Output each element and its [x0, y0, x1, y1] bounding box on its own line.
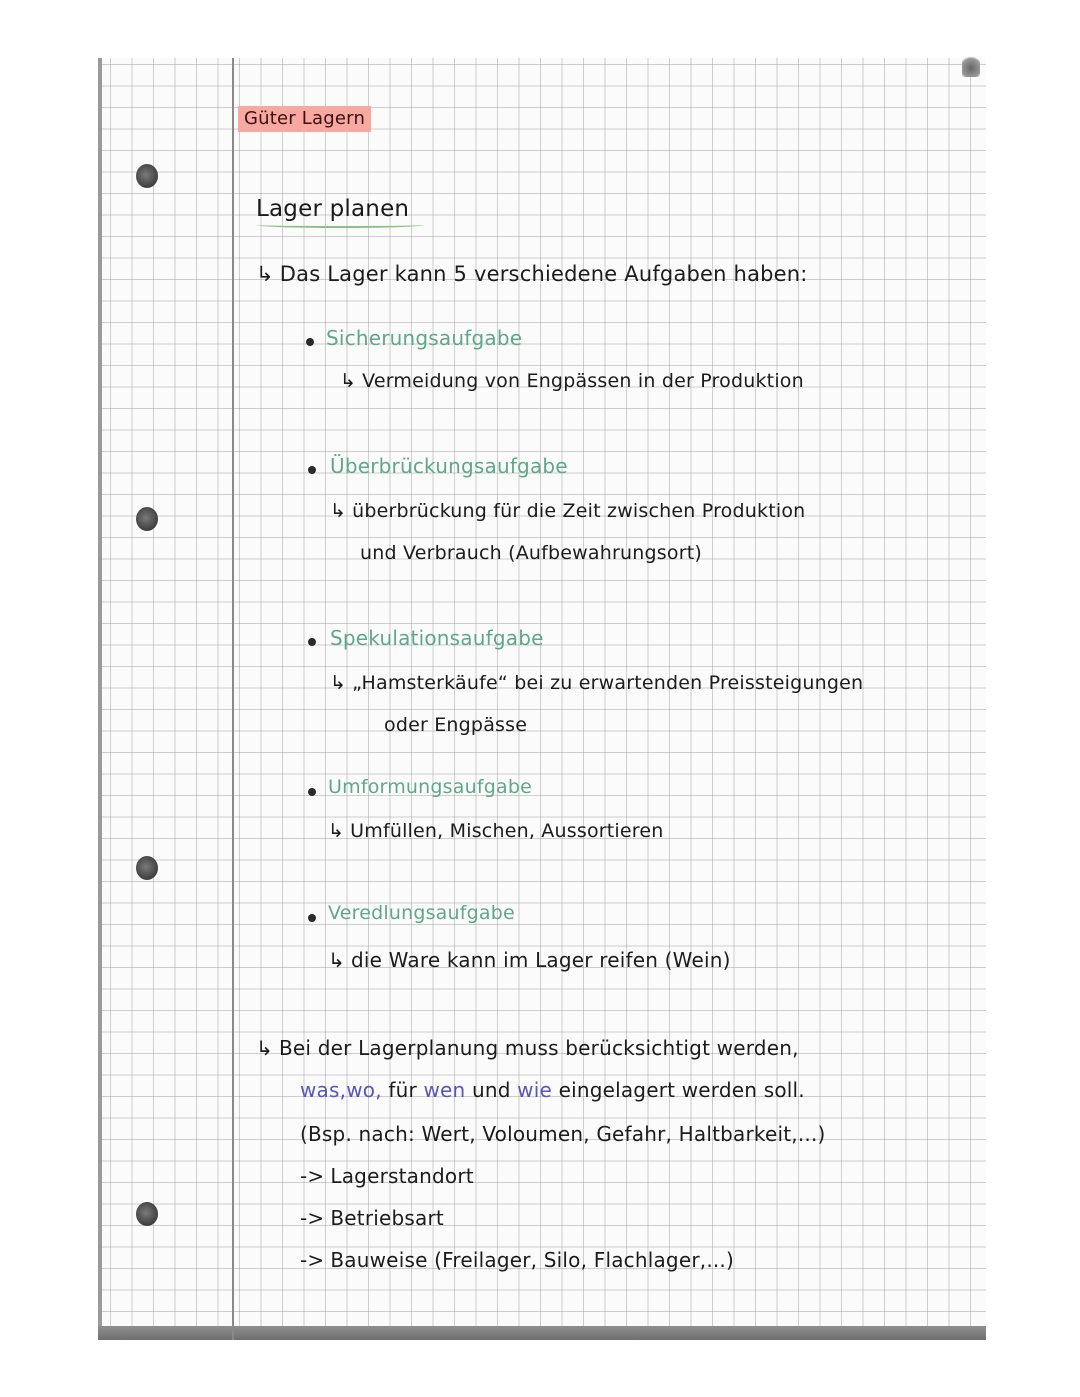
task-desc: ↳ überbrückung für die Zeit zwischen Produktion [330, 500, 806, 522]
planning-line-2: was,wo, für wen und wie eingelagert werden soll. [300, 1078, 805, 1102]
bullet-icon [308, 638, 316, 646]
planning-item: -> Betriebsart [300, 1206, 444, 1230]
punch-hole-icon [136, 1202, 158, 1226]
task-desc-continued: oder Engpässe [384, 714, 528, 736]
task-desc: ↳ Vermeidung von Engpässen in der Produktion [340, 370, 804, 392]
task-desc: ↳ „Hamsterkäufe“ bei zu erwartenden Preissteigungen [330, 672, 864, 694]
heading-underline [256, 222, 424, 228]
arrow-right-icon: -> [300, 1206, 325, 1230]
arrow-right-icon: -> [300, 1164, 325, 1188]
keyword-wie: wie [517, 1078, 552, 1102]
arrow-icon: ↳ [256, 262, 274, 286]
bullet-icon [308, 788, 316, 796]
task-title-ueberbrueckung: Überbrückungsaufgabe [330, 454, 568, 478]
corner-mark [962, 55, 980, 77]
keyword-was: was, [300, 1078, 347, 1102]
margin-line [232, 58, 234, 1340]
arrow-icon: ↳ [328, 948, 345, 972]
arrow-icon: ↳ [340, 370, 357, 392]
arrow-icon: ↳ [330, 672, 347, 694]
task-title-umformung: Umformungsaufgabe [328, 776, 532, 798]
page-title: Güter Lagern [244, 108, 366, 129]
intro-line [256, 262, 808, 286]
arrow-icon: ↳ [328, 820, 345, 842]
title-highlight [238, 106, 371, 132]
keyword-wen: wen [423, 1078, 466, 1102]
arrow-right-icon: -> [300, 1248, 325, 1272]
bullet-icon [308, 914, 316, 922]
task-desc-continued: und Verbrauch (Aufbewahrungsort) [360, 542, 702, 564]
task-title-spekulation: Spekulationsaufgabe [330, 626, 544, 650]
bullet-icon [308, 466, 316, 474]
punch-hole-icon [136, 164, 158, 188]
task-title-sicherung: Sicherungsaufgabe [326, 326, 523, 350]
task-title-veredlung: Veredlungsaufgabe [328, 902, 515, 924]
arrow-icon: ↳ [256, 1036, 273, 1060]
task-desc: ↳ Umfüllen, Mischen, Aussortieren [328, 820, 664, 842]
punch-hole-icon [136, 507, 158, 531]
planning-item: -> Bauweise (Freilager, Silo, Flachlager,...) [300, 1248, 734, 1272]
intro-text: Das Lager kann 5 verschiedene Aufgaben haben: [279, 262, 808, 286]
keyword-wo: wo, [346, 1078, 382, 1102]
section-heading: Lager planen [256, 196, 410, 222]
planning-examples: (Bsp. nach: Wert, Voloumen, Gefahr, Haltbarkeit,...) [300, 1122, 826, 1146]
punch-hole-icon [136, 856, 158, 880]
bullet-icon [306, 338, 314, 346]
planning-line-1: ↳ Bei der Lagerplanung muss berücksichtigt werden, [256, 1036, 799, 1060]
arrow-icon: ↳ [330, 500, 347, 522]
planning-item: -> Lagerstandort [300, 1164, 474, 1188]
task-desc: ↳ die Ware kann im Lager reifen (Wein) [328, 948, 731, 972]
